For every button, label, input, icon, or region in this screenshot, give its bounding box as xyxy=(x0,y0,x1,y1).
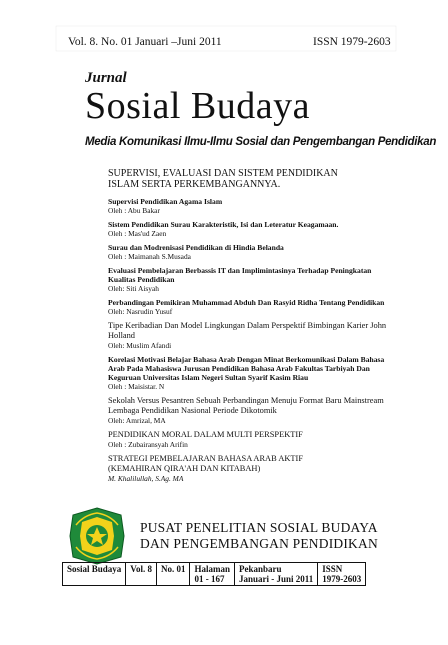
article-title: PENDIDIKAN MORAL DALAM MULTI PERSPEKTIF xyxy=(108,430,303,439)
toc-entry xyxy=(108,266,398,293)
article-author: Oleh: Muslim Afandi xyxy=(108,341,172,350)
toc-heading xyxy=(108,168,398,190)
article-title: Supervisi Pendidikan Agama Islam xyxy=(108,197,223,206)
journal-prefix: Jurnal xyxy=(85,70,127,86)
toc-entry xyxy=(108,396,398,425)
toc-entry xyxy=(108,430,398,449)
toc-entry xyxy=(108,454,398,483)
article-title: STRATEGI PEMBELAJARAN BAHASA ARAB AKTIF xyxy=(108,454,303,463)
volume-info: Vol. 8. No. 01 Januari –Juni 2011 xyxy=(68,36,222,48)
publisher-line1: PUSAT PENELITIAN SOSIAL BUDAYA xyxy=(140,520,378,535)
toc-entry xyxy=(108,355,398,391)
article-author: Oleh : Abu Bakar xyxy=(108,206,160,215)
publisher-line2: DAN PENGEMBANGAN PENDIDIKAN xyxy=(140,536,378,551)
table-cell-pages: Halaman 01 - 167 xyxy=(190,563,235,586)
article-author: M. Khalilullah, S.Ag. MA xyxy=(108,474,184,483)
table-row xyxy=(63,563,366,586)
article-title: Sekolah Versus Pesantren Sebuah Perbandingan Menuju Format Baru Mainstream Lembaga Pendidikan Nasional Periode Dikotomik xyxy=(108,396,384,415)
article-author: Oleh: Amrizal, MA xyxy=(108,416,166,425)
university-seal-icon xyxy=(66,505,128,567)
article-title-line2: (KEMAHIRAN QIRA'AH DAN KITABAH) xyxy=(108,464,261,473)
article-author: Oleh : Maimanah S.Musada xyxy=(108,252,191,261)
publisher-name xyxy=(140,520,378,552)
article-title: Sistem Pendidikan Surau Karakteristik, Isi dan Leteratur Keagamaan. xyxy=(108,220,339,229)
article-author: Oleh : Zubairansyah Arifin xyxy=(108,440,188,449)
toc-entry xyxy=(108,298,398,316)
journal-title: Sosial Budaya xyxy=(85,85,310,127)
article-title: Surau dan Modrenisasi Pendidikan di Hindia Belanda xyxy=(108,243,284,252)
issn-header: ISSN 1979-2603 xyxy=(313,36,391,48)
toc-entry xyxy=(108,220,398,238)
article-author: Oleh: Nasrudin Yusuf xyxy=(108,307,173,316)
article-author: Oleh : Maisistar. N xyxy=(108,382,165,391)
toc-heading-line1: SUPERVISI, EVALUASI DAN SISTEM PENDIDIKAN xyxy=(108,168,338,179)
table-cell-place-date: Pekanbaru Januari - Juni 2011 xyxy=(234,563,317,586)
table-cell-journal: Sosial Budaya xyxy=(63,563,126,586)
table-cell-number: No. 01 xyxy=(156,563,190,586)
article-title: Perbandingan Pemikiran Muhammad Abduh Dan Rasyid Ridha Tentang Pendidikan xyxy=(108,298,385,307)
toc-entry xyxy=(108,243,398,261)
toc-entry xyxy=(108,197,398,215)
article-title: Tipe Keribadian Dan Model Lingkungan Dalam Perspektif Bimbingan Karier John Holland xyxy=(108,321,387,340)
journal-info-table xyxy=(62,562,366,586)
article-title: Evaluasi Pembelajaran Berbassis IT dan Implimintasinya Terhadap Peningkatan Kualitas Pendidikan xyxy=(108,266,372,284)
article-author: Oleh : Mas'ud Zaen xyxy=(108,229,167,238)
table-cell-issn: ISSN 1979-2603 xyxy=(318,563,366,586)
toc-heading-line2: ISLAM SERTA PERKEMBANGANNYA. xyxy=(108,179,281,190)
toc-entry xyxy=(108,321,398,350)
article-title: Korelasi Motivasi Belajar Bahasa Arab Dengan Minat Berkomunikasi Dalam Bahasa Arab Pada Mahasiswa Jurusan Pendidikan Bahasa Arab Fakultas Tarbiyah Dan Keguruan Universitas Islam Negeri Sultan Syarif Kasim Riau xyxy=(108,355,385,382)
journal-subtitle: Media Komunikasi Ilmu-Ilmu Sosial dan Pengembangan Pendidikan xyxy=(85,136,437,148)
table-cell-volume: Vol. 8 xyxy=(126,563,157,586)
table-of-contents xyxy=(108,168,398,488)
article-author: Oleh: Siti Aisyah xyxy=(108,284,159,293)
